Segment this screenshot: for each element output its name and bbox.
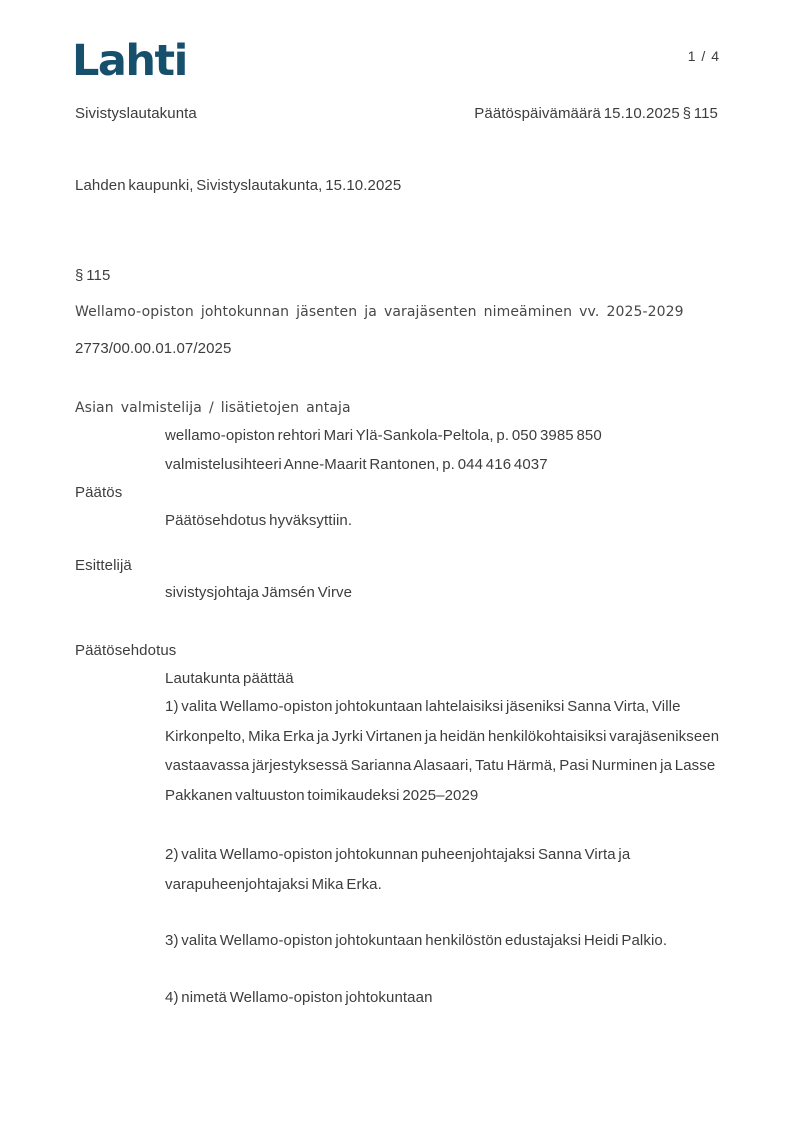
decision-date: Päätöspäivämäärä 15.10.2025 § 115 <box>474 105 718 122</box>
preparer-line: wellamo-opiston rehtori Mari Ylä-Sankola-Peltola, p. 050 3985 850 <box>165 427 602 444</box>
lahti-logo: Lahti <box>72 36 187 86</box>
decision-body: Päätösehdotus hyväksyttiin. <box>165 512 353 529</box>
proposal-item-4: 4) nimetä Wellamo-opiston johtokuntaan <box>165 989 433 1006</box>
proposal-item-1: 1) valita Wellamo-opiston johtokuntaan lahtelaisiksi jäseniksi Sanna Virta, Ville Kirkonpelto, Mika Erka ja Jyrki Virtanen ja heidän henkilökohtaisiksi varajäsenikseen vastaavassa järjestyksessä Sarianna Alasaari, Tatu Härmä, Pasi Nurminen ja Lasse Pakkanen valtuuston toimikaudeksi 2025–2029 <box>165 698 720 804</box>
presenter-heading: Esittelijä <box>75 557 132 574</box>
page-number: 1 / 4 <box>687 48 720 64</box>
organisation-line: Lahden kaupunki, Sivistyslautakunta, 15.10.2025 <box>75 177 402 194</box>
proposal-item-3: 3) valita Wellamo-opiston johtokuntaan henkilöstön edustajaksi Heidi Palkio. <box>165 932 668 949</box>
decision-heading: Päätös <box>75 484 123 501</box>
case-number: 2773/00.00.01.07/2025 <box>75 340 232 357</box>
proposal-heading: Päätösehdotus <box>75 642 177 659</box>
preparer-line: valmistelusihteeri Anne-Maarit Rantonen, p. 044 416 4037 <box>165 456 548 473</box>
section-mark: § 115 <box>75 267 111 284</box>
preparer-heading: Asian valmistelija / lisätietojen antaja <box>75 400 351 416</box>
committee-name: Sivistyslautakunta <box>75 105 197 122</box>
presenter-body: sivistysjohtaja Jämsén Virve <box>165 584 353 601</box>
proposal-item-2: 2) valita Wellamo-opiston johtokunnan puheenjohtajaksi Sanna Virta ja varapuheenjohtajaksi Mika Erka. <box>165 846 631 893</box>
document-title: Wellamo-opiston johtokunnan jäsenten ja varajäsenten nimeäminen vv. 2025-2029 <box>75 304 684 320</box>
proposal-intro: Lautakunta päättää <box>165 670 294 687</box>
